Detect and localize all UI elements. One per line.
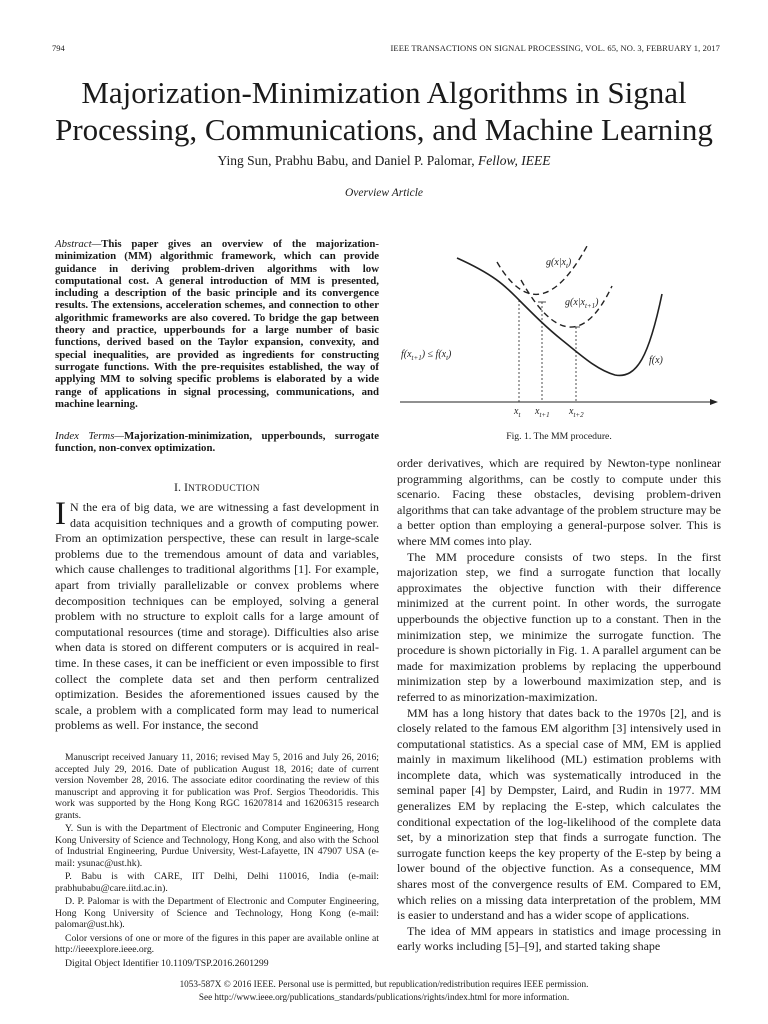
page-number: 794	[52, 43, 65, 53]
tick-label-xt2: $x_{t+2}$	[569, 406, 584, 419]
paragraph-mm-history: MM has a long history that dates back to the 1970s [2], and is closely related to the famous EM algorithm [3] intensively used in computational statistics. As a special case of MM, EM is applied mainly in maximum likelihood (ML) estimation problems with incomplete data, which was systematically introduced in the seminal paper [4] by Dempster, Laird, and Rudin in 1977. MM generalizes EM by replacing the E-step, which calculates the conditional expectation of the log-likelihood of the complete data set, by a minorization step that finds a surrogate function. The surrogate function keeps the key property of the E-step by being a lower bound of the objective function. As a consequence, MM shares most of the convergence results of EM. Compared to EM, which relies on a missing data interpretation of the problem, MM is easier to understand and has a wider scope of applications.	[397, 705, 721, 923]
footnote-babu: P. Babu is with CARE, IIT Delhi, Delhi 110016, India (e-mail: prabhubabu@care.iitd.ac.in).	[55, 871, 379, 894]
figure-mm-procedure	[397, 236, 721, 436]
footnote-doi: Digital Object Identifier 10.1109/TSP.2016.2601299	[65, 957, 269, 969]
intro-text: N the era of big data, we are witnessing a fast development in data acquisition techniques and a growth of computing power. From an optimization perspective, these can result in large-scale problems due to the tremendous amount of data and variables, which cause challenges to traditional algorithms [1]. For example, apart from trivially parallelizable or convex problems where decomposition techniques can be employed, solving a general problem with no structure to exploit calls for a large amount of computational resources (time and storage). Difficulties also arise when data is stored on different computers or is acquired in real-time. In these cases, it can be inefficient or even impossible to first collect the complete data set and then perform centralized optimization. Besides the aforementioned issues caused by the scale, a problem with a complicated form may lead to numerical problems as well. For instance, the second	[55, 500, 379, 733]
author-fellow: Fellow, IEEE	[477, 153, 551, 168]
index-terms-text: Majorization-minimization, upperbounds, surrogate function, non-convex optimization.	[55, 430, 379, 455]
intro-paragraph	[55, 496, 379, 734]
section-title-first: I	[184, 480, 189, 494]
running-head: IEEE TRANSACTIONS ON SIGNAL PROCESSING, VOL. 65, NO. 3, FEBRUARY 1, 2017	[390, 43, 720, 53]
title-line-2: Processing, Communications, and Machine Learning	[55, 112, 713, 147]
label-g-t1: $g(x|x_{t+1})$	[565, 297, 599, 310]
title-line-1: Majorization-Minimization Algorithms in Signal	[81, 75, 687, 110]
figure-caption: Fig. 1. The MM procedure.	[506, 431, 612, 442]
abstract-text: This paper gives an overview of the majorization-minimization (MM) algorithmic framework, which can provide guidance in deriving problem-driven algorithms with low computational cost. A general introduction of MM is presented, including a description of the basic principle and its convergence results. The extensions, acceleration schemes, and connection to other algorithmic frameworks are also covered. To bridge the gap between theory and practice, upperbounds for a large number of basic functions, derived based on the Taylor expansion, convexity, and special inequalities, are provided as ingredients for constructing surrogate functions. With the pre-requisites established, the way of applying MM to solving specific problems is elaborated by a wide range of applications in signal processing, communications, and machine learning.	[55, 238, 379, 410]
objective-curve	[457, 258, 662, 375]
author-names: Ying Sun, Prabhu Babu, and Daniel P. Palomar,	[217, 153, 475, 168]
paragraph-mm-idea: The idea of MM appears in statistics and image processing in early works including [5]–[9], and started taking shape	[397, 923, 721, 954]
drop-cap: I	[55, 496, 66, 532]
right-column-body	[397, 456, 721, 955]
tick-label-xt: $x_t$	[514, 406, 521, 419]
index-terms-label: Index Terms—	[55, 430, 125, 442]
x-axis-arrow	[710, 399, 718, 405]
article-type: Overview Article	[344, 187, 424, 199]
footnote-palomar: D. P. Palomar is with the Department of Electronic and Computer Engineering, Hong Kong University of Science and Technology, Hong Kong (e-mail: palomar@ust.hk).	[55, 896, 379, 930]
paragraph-continued: order derivatives, which are required by Newton-type nonlinear programming algorithms, can be costly to compute under this scenario. Facing these obstacles, devising problem-driven algorithms that can take advantage of the problem structure may be a better option than employing a general-purpose solver. This is where MM comes into play.	[397, 456, 721, 548]
section-title-rest: NTRODUCTION	[188, 484, 260, 494]
footnote-sun: Y. Sun is with the Department of Electronic and Computer Engineering, Hong Kong University of Science and Technology, Hong Kong, and also with the School of Industrial Engineering, Purdue University, West-Lafayette, IN 47907 USA (e-mail: ysunac@ust.hk).	[55, 823, 379, 869]
surrogate-curve-t	[497, 246, 587, 294]
index-terms	[55, 430, 379, 455]
label-f-x: f(x)	[649, 355, 663, 366]
section-number: I.	[174, 480, 182, 494]
footnote-manuscript: Manuscript received January 11, 2016; revised May 5, 2016 and July 26, 2016; accepted July 29, 2016. Date of publication August 18, 2016; date of current version November 28, 2016. The associate editor coordinating the review of this manuscript and approving it for publication was Prof. Sergios Theodoridis. This work was supported by the Hong Kong RGC 16207814 and 16206315 research grants.	[55, 752, 379, 821]
copyright-line: 1053-587X © 2016 IEEE. Personal use is permitted, but republication/redistribution requires IEEE permission.	[179, 979, 589, 989]
label-inequality: $f(x_{t+1}) \le f(x_t)$	[401, 349, 452, 362]
paper-title	[20, 74, 748, 148]
label-g-t: $g(x|x_t)$	[546, 257, 572, 270]
abstract	[55, 238, 379, 410]
permissions-line: See http://www.ieee.org/publications_standards/publications/rights/index.html for more information.	[198, 991, 570, 1002]
paragraph-mm-procedure: The MM procedure consists of two steps. In the first majorization step, we find a surrogate function that locally approximates the objective function with their difference minimized at the current point. In other words, the surrogate upperbounds the objective function up to a constant. Then in the minimization step, we minimize the surrogate function. The procedure is shown pictorially in Fig. 1. A parallel argument can be made for maximization problems by replacing the upperbound minimization step by a lowerbound maximization step, and is referred to as minorization-maximization.	[397, 549, 721, 704]
copyright-footer	[20, 978, 748, 1003]
section-heading	[55, 480, 379, 495]
author-list	[20, 153, 748, 169]
footnote-color: Color versions of one or more of the figures in this paper are available online at http://ieeexplore.ieee.org.	[55, 932, 379, 955]
abstract-label: Abstract—	[55, 238, 102, 250]
tick-label-xt1: $x_{t+1}$	[535, 406, 550, 419]
footnotes	[55, 752, 379, 971]
